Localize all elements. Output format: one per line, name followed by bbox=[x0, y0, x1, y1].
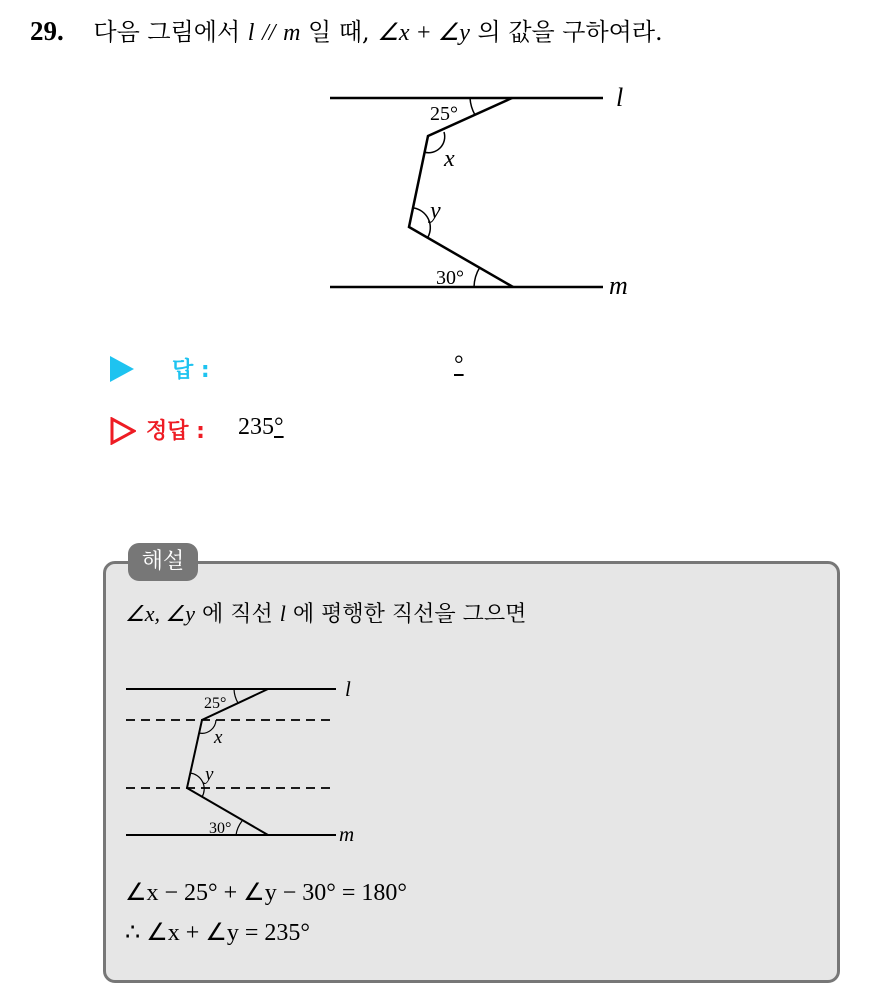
line-l-label: l bbox=[247, 20, 255, 46]
correct-number: 235 bbox=[238, 414, 274, 440]
answer-input[interactable]: ° bbox=[454, 352, 464, 378]
angle-label-x: x bbox=[444, 146, 455, 172]
solution-intro-angles: ∠x, ∠y bbox=[125, 601, 195, 626]
main-figure bbox=[320, 70, 650, 310]
solution-intro bbox=[125, 597, 526, 628]
angle-label-y: y bbox=[430, 198, 441, 224]
angle-expression: ∠x + ∠y bbox=[377, 20, 470, 46]
line-m-label: m bbox=[283, 20, 301, 46]
answer-triangle-icon bbox=[110, 356, 134, 382]
correct-unit: ° bbox=[274, 414, 284, 440]
question-text-before: 다음 그림에서 bbox=[93, 18, 241, 46]
question-text-after: 의 값을 구하여라. bbox=[477, 18, 663, 46]
solution-intro-text2: 에 평행한 직선을 그으면 bbox=[292, 602, 527, 627]
sol-angle-arc-30 bbox=[236, 821, 242, 835]
question-number: 29. bbox=[30, 16, 64, 46]
answer-label: 답 : bbox=[172, 358, 210, 383]
correct-value bbox=[238, 414, 284, 441]
solution-equation-1: ∠x − 25° + ∠y − 30° = 180° bbox=[125, 880, 407, 906]
angle-arc-25 bbox=[470, 98, 475, 115]
answer-row bbox=[110, 352, 530, 388]
solution-intro-line: l bbox=[279, 601, 286, 626]
sol-line-l-tag: l bbox=[345, 677, 351, 701]
correct-label: 정답 : bbox=[146, 419, 205, 444]
line-m-tag: m bbox=[609, 271, 628, 300]
correct-answer-row bbox=[110, 412, 510, 448]
angle-label-30: 30° bbox=[436, 267, 464, 289]
sol-angle-label-y: y bbox=[205, 764, 214, 785]
solution-figure bbox=[120, 673, 380, 853]
sol-angle-label-x: x bbox=[214, 727, 223, 748]
angle-arc-30 bbox=[474, 267, 480, 287]
line-l-tag: l bbox=[616, 83, 624, 112]
parallel-symbol: // bbox=[262, 20, 276, 46]
solution-tag: 해설 bbox=[128, 543, 198, 581]
solution-equation-2: ∴ ∠x + ∠y = 235° bbox=[125, 920, 310, 946]
sol-line-m-tag: m bbox=[339, 822, 355, 846]
question-text-middle: 일 때, bbox=[308, 18, 370, 46]
sol-angle-label-30: 30° bbox=[209, 820, 232, 837]
sol-zigzag-path bbox=[187, 689, 268, 835]
question-text bbox=[30, 12, 663, 47]
correct-triangle-icon bbox=[110, 417, 136, 445]
sol-angle-arc-25 bbox=[234, 689, 238, 703]
sol-angle-label-25: 25° bbox=[204, 695, 227, 712]
zigzag-path bbox=[409, 98, 513, 287]
angle-label-25: 25° bbox=[430, 103, 458, 125]
solution-intro-text1: 에 직선 bbox=[201, 602, 273, 627]
